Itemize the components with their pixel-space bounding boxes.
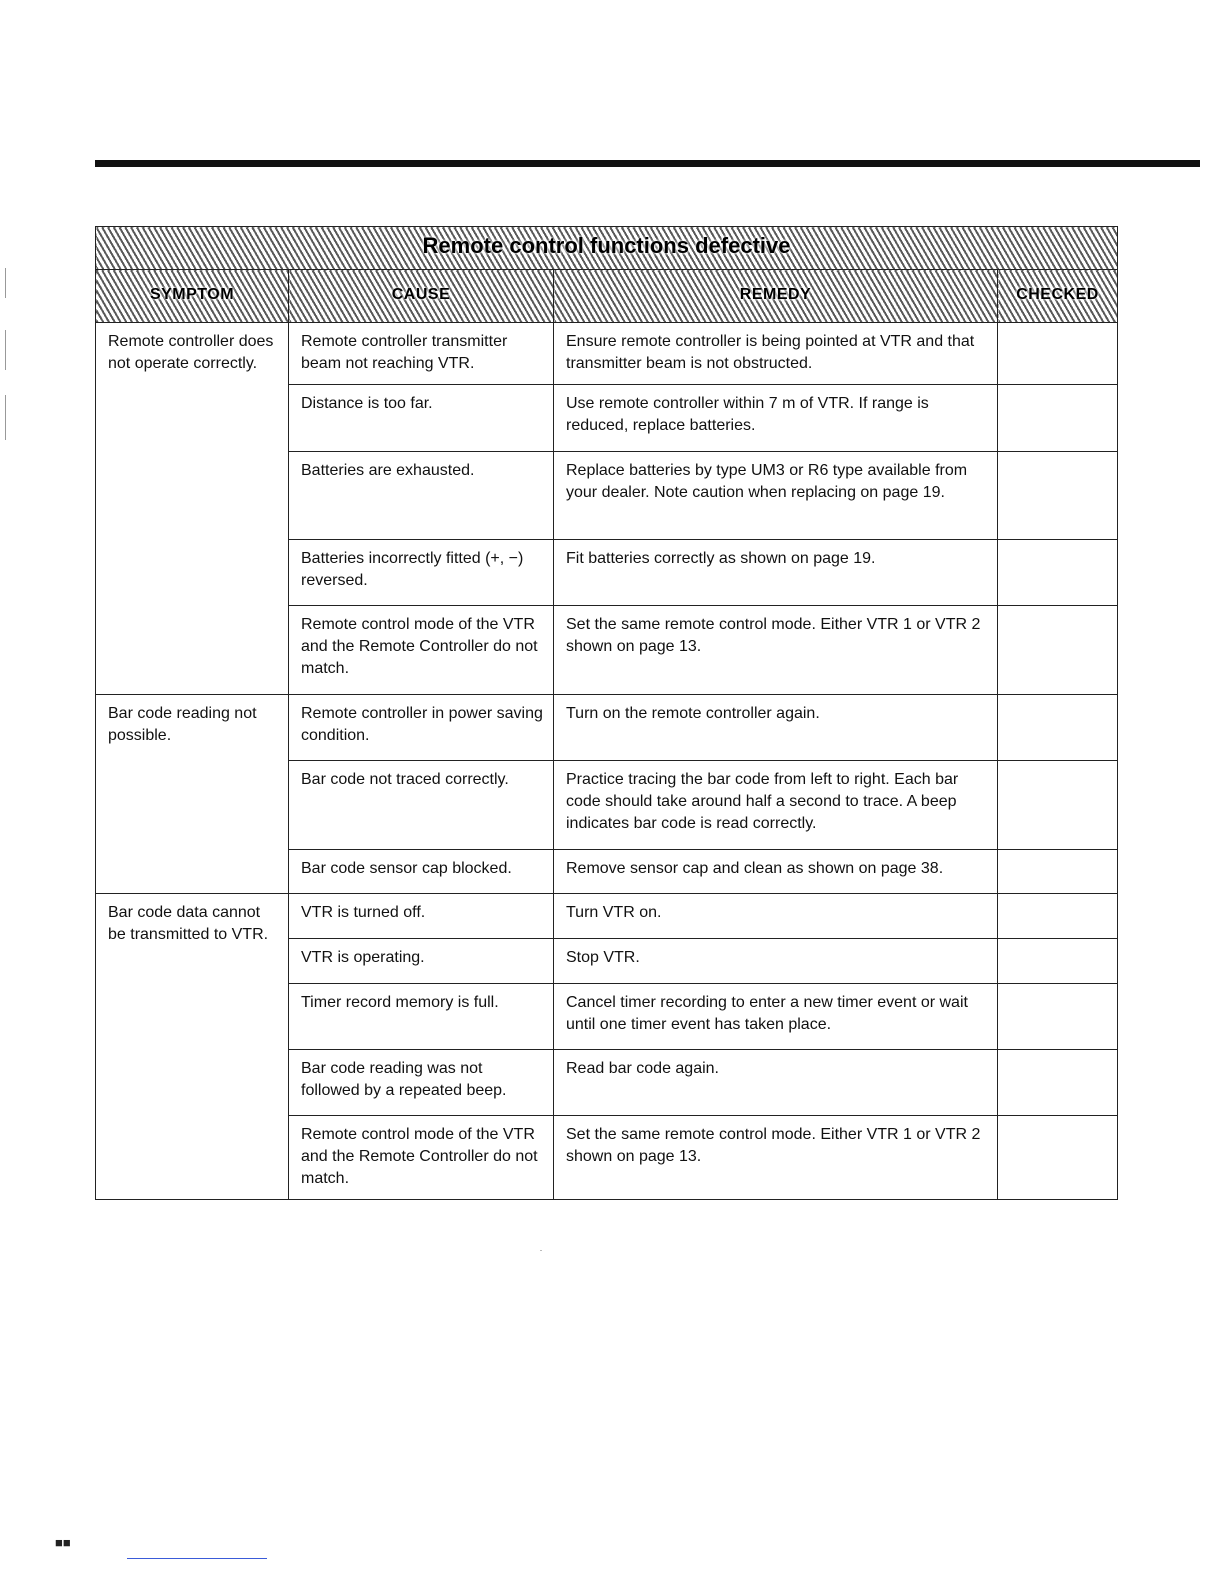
header-remedy: REMEDY [554,270,998,323]
title-row [96,227,1118,270]
title-cell [96,227,1118,270]
page-mark: ■■ [55,1535,71,1550]
top-rule [95,160,1200,167]
remedy-cell: Practice tracing the bar code from left to right. Each bar code should take around half a second to trace. A beep indicates bar code is read correctly. [554,761,998,850]
checked-cell [998,452,1118,540]
checked-cell [998,1050,1118,1116]
header-cause: CAUSE [289,270,554,323]
cause-cell: Batteries are exhausted. [289,452,554,540]
cause-cell: Remote controller transmitter beam not reaching VTR. [289,323,554,385]
table-row [96,323,1118,385]
margin-tick [5,330,6,370]
checked-cell [998,939,1118,984]
cause-cell: Timer record memory is full. [289,984,554,1050]
table-row [96,695,1118,761]
cause-cell: VTR is operating. [289,939,554,984]
checked-cell [998,695,1118,761]
remedy-cell: Turn VTR on. [554,894,998,939]
remedy-cell: Set the same remote control mode. Either VTR 1 or VTR 2 shown on page 13. [554,1116,998,1200]
table-row [96,894,1118,939]
cause-cell: Remote control mode of the VTR and the Remote Controller do not match. [289,1116,554,1200]
speck [540,1250,542,1251]
remedy-cell: Read bar code again. [554,1050,998,1116]
checked-cell [998,540,1118,606]
checked-cell [998,1116,1118,1200]
header-row [96,270,1118,323]
remedy-cell: Turn on the remote controller again. [554,695,998,761]
cause-cell: Bar code reading was not followed by a repeated beep. [289,1050,554,1116]
cause-cell: Distance is too far. [289,385,554,452]
margin-tick [5,395,6,440]
remedy-cell: Replace batteries by type UM3 or R6 type available from your dealer. Note caution when replacing on page 19. [554,452,998,540]
cause-cell: Remote control mode of the VTR and the Remote Controller do not match. [289,606,554,695]
checked-cell [998,323,1118,385]
cause-cell: Remote controller in power saving condition. [289,695,554,761]
checked-cell [998,385,1118,452]
remedy-cell: Cancel timer recording to enter a new timer event or wait until one timer event has taken place. [554,984,998,1050]
cause-cell: Bar code not traced correctly. [289,761,554,850]
cause-cell: Bar code sensor cap blocked. [289,850,554,894]
cause-cell: Batteries incorrectly fitted (+, −) reversed. [289,540,554,606]
checked-cell [998,894,1118,939]
symptom-cell: Bar code data cannot be transmitted to VTR. [96,894,289,1200]
remedy-cell: Set the same remote control mode. Either VTR 1 or VTR 2 shown on page 13. [554,606,998,695]
remedy-cell: Fit batteries correctly as shown on page 19. [554,540,998,606]
remedy-cell: Remove sensor cap and clean as shown on page 38. [554,850,998,894]
symptom-cell: Bar code reading not possible. [96,695,289,894]
remedy-cell: Ensure remote controller is being pointed at VTR and that transmitter beam is not obstructed. [554,323,998,385]
checked-cell [998,850,1118,894]
header-symptom: SYMPTOM [96,270,289,323]
margin-tick [5,268,6,298]
header-checked: CHECKED [998,270,1118,323]
troubleshooting-table [95,226,1118,1200]
footer-underline [127,1558,267,1559]
remedy-cell: Stop VTR. [554,939,998,984]
table-title: Remote control functions defective [422,233,791,258]
remedy-cell: Use remote controller within 7 m of VTR. If range is reduced, replace batteries. [554,385,998,452]
cause-cell: VTR is turned off. [289,894,554,939]
symptom-cell: Remote controller does not operate correctly. [96,323,289,695]
checked-cell [998,984,1118,1050]
checked-cell [998,606,1118,695]
checked-cell [998,761,1118,850]
